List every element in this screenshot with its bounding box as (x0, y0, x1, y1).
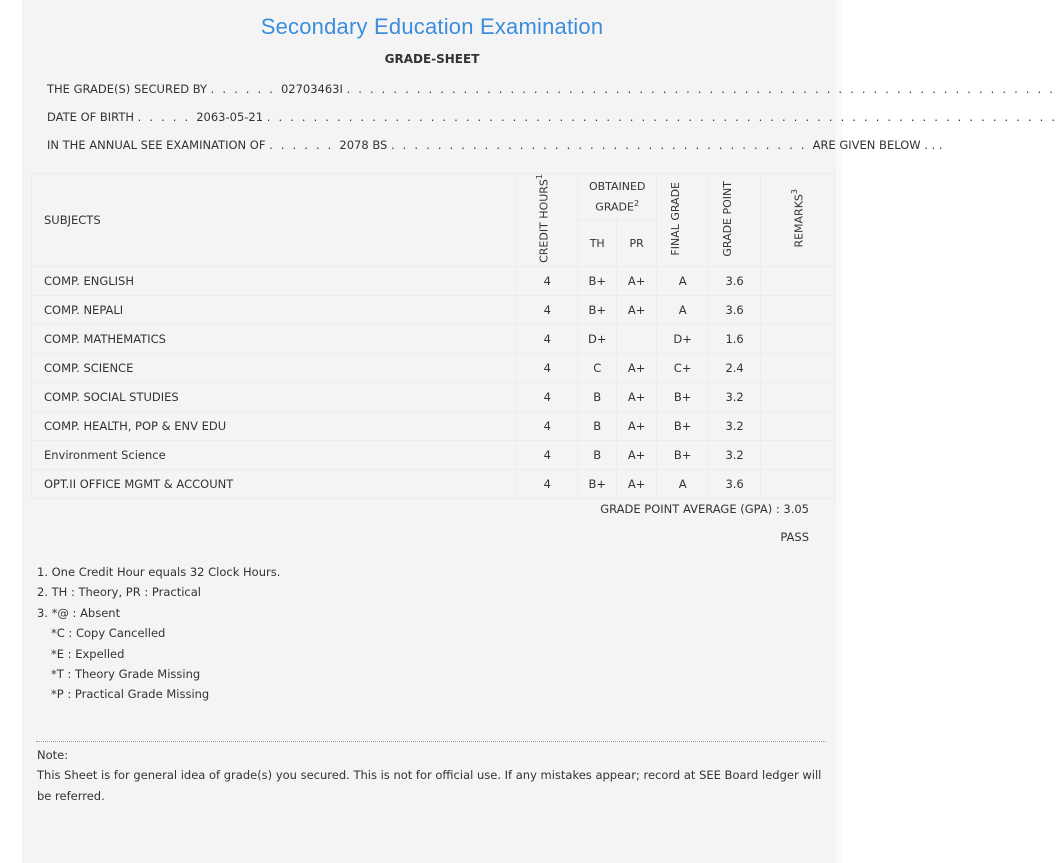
credit-cell: 4 (517, 469, 578, 498)
pr-cell: A+ (617, 266, 657, 295)
table-row (32, 440, 835, 469)
subject-cell: COMP. NEPALI (32, 295, 517, 324)
th-cell: D+ (578, 324, 617, 353)
secured-by-label: THE GRADE(S) SECURED BY (47, 82, 208, 96)
col-grade-point: GRADE POINT (709, 174, 761, 267)
footnote-item: 1. One Credit Hour equals 32 Clock Hours. (37, 565, 281, 579)
secured-by-line: THE GRADE(S) SECURED BY . . . . . . 02703463I . . . . . . . . . . . . . . . . . . . . . . . . . . . . . . . . . . . . . . . . . . . . . . . . . . . . . . . . . . . . . (47, 82, 1056, 96)
result-status: PASS (780, 530, 809, 544)
table-row (32, 353, 835, 382)
gpa-value: 3.05 (783, 502, 809, 516)
final-cell: A (657, 295, 709, 324)
final-cell: A (657, 469, 709, 498)
gpa-label: GRADE POINT AVERAGE (GPA) : (600, 502, 780, 516)
gpa-line (600, 502, 809, 516)
footnote-item: 2. TH : Theory, PR : Practical (37, 585, 201, 600)
remarks-cell (761, 469, 835, 498)
given-below: ARE GIVEN BELOW . . . (812, 138, 943, 152)
th-cell: B+ (578, 295, 617, 324)
credit-cell: 4 (517, 411, 578, 440)
subject-cell: COMP. MATHEMATICS (32, 324, 517, 353)
subject-cell: COMP. HEALTH, POP & ENV EDU (32, 411, 517, 440)
pr-cell: A+ (617, 353, 657, 382)
table-row (32, 266, 835, 295)
col-subjects: SUBJECTS (32, 174, 517, 267)
subject-cell: Environment Science (32, 440, 517, 469)
final-cell: D+ (657, 324, 709, 353)
col-pr: PR (617, 220, 657, 267)
pr-cell: A+ (617, 411, 657, 440)
th-cell: C (578, 353, 617, 382)
point-cell: 3.2 (709, 411, 761, 440)
subject-cell: OPT.II OFFICE MGMT & ACCOUNT (32, 469, 517, 498)
grades-table (31, 173, 835, 499)
credit-cell: 4 (517, 382, 578, 411)
credit-cell: 4 (517, 295, 578, 324)
dob-line: DATE OF BIRTH . . . . . 2063-05-21 . . . . . . . . . . . . . . . . . . . . . . . . . . . . . . . . . . . . . . . . . . . . . . . . . . . . . . . . . . . . . . . . . . . . (47, 110, 1057, 124)
final-cell: B+ (657, 382, 709, 411)
col-credit-hours: CREDIT HOURS$^1$ (517, 174, 578, 267)
col-remarks: REMARKS$^3$ (761, 174, 835, 267)
note-label: Note: (37, 748, 69, 762)
point-cell: 2.4 (709, 353, 761, 382)
col-obtained-grade: OBTAINED GRADE$^2$ (578, 174, 657, 220)
final-cell: B+ (657, 411, 709, 440)
symbol-number: 02703463I (280, 82, 343, 96)
remarks-cell (761, 266, 835, 295)
page-subtitle: GRADE-SHEET (384, 52, 480, 66)
footnote-item: *C : Copy Cancelled (51, 626, 166, 641)
remarks-cell (761, 324, 835, 353)
table-row (32, 324, 835, 353)
subject-cell: COMP. SCIENCE (32, 353, 517, 382)
subject-cell: COMP. SOCIAL STUDIES (32, 382, 517, 411)
footnote-item: *P : Practical Grade Missing (51, 687, 210, 702)
th-cell: B+ (578, 469, 617, 498)
credit-cell: 4 (517, 324, 578, 353)
exam-year: 2078 BS (339, 138, 388, 152)
subject-cell: COMP. ENGLISH (32, 266, 517, 295)
final-cell: C+ (657, 353, 709, 382)
th-cell: B+ (578, 266, 617, 295)
table-row (32, 382, 835, 411)
page-title: Secondary Education Examination (260, 14, 604, 39)
table-row (32, 469, 835, 498)
point-cell: 3.6 (709, 295, 761, 324)
pr-cell: A+ (617, 295, 657, 324)
credit-cell: 4 (517, 440, 578, 469)
point-cell: 3.2 (709, 382, 761, 411)
final-cell: B+ (657, 440, 709, 469)
point-cell: 3.2 (709, 440, 761, 469)
exam-label: IN THE ANNUAL SEE EXAMINATION OF (47, 138, 266, 152)
dob-value: 2063-05-21 (196, 110, 264, 124)
footnote-item: *E : Expelled (51, 646, 125, 661)
remarks-cell (761, 295, 835, 324)
remarks-cell (761, 382, 835, 411)
grade-sheet (22, 0, 1057, 863)
divider (36, 741, 826, 742)
footnotes (37, 562, 280, 705)
point-cell: 1.6 (709, 324, 761, 353)
table-row (32, 411, 835, 440)
credit-cell: 4 (517, 266, 578, 295)
th-cell: B (578, 440, 617, 469)
page-edge (836, 0, 842, 863)
pr-cell (617, 324, 657, 353)
col-final-grade: FINAL GRADE (657, 174, 709, 267)
credit-cell: 4 (517, 353, 578, 382)
remarks-cell (761, 353, 835, 382)
col-th: TH (578, 220, 617, 267)
remarks-cell (761, 411, 835, 440)
pr-cell: A+ (617, 440, 657, 469)
final-cell: A (657, 266, 709, 295)
pr-cell: A+ (617, 382, 657, 411)
dob-label: DATE OF BIRTH (47, 110, 135, 124)
note-block (37, 745, 827, 806)
th-cell: B (578, 411, 617, 440)
exam-line: IN THE ANNUAL SEE EXAMINATION OF . . . . . . 2078 BS . . . . . . . . . . . . . . . . . . . . . . . . . . . . . . . . . . . . ARE GIVEN BELOW . . . (47, 138, 943, 152)
note-text: This Sheet is for general idea of grade(s) you secured. This is not for official use. If any mistakes appear; record at SEE Board ledger will be referred. (37, 768, 822, 803)
th-cell: B (578, 382, 617, 411)
point-cell: 3.6 (709, 266, 761, 295)
footnote-item: 3. *@ : Absent (37, 605, 121, 620)
remarks-cell (761, 440, 835, 469)
table-row (32, 295, 835, 324)
pr-cell: A+ (617, 469, 657, 498)
point-cell: 3.6 (709, 469, 761, 498)
footnote-item: *T : Theory Grade Missing (51, 667, 201, 682)
